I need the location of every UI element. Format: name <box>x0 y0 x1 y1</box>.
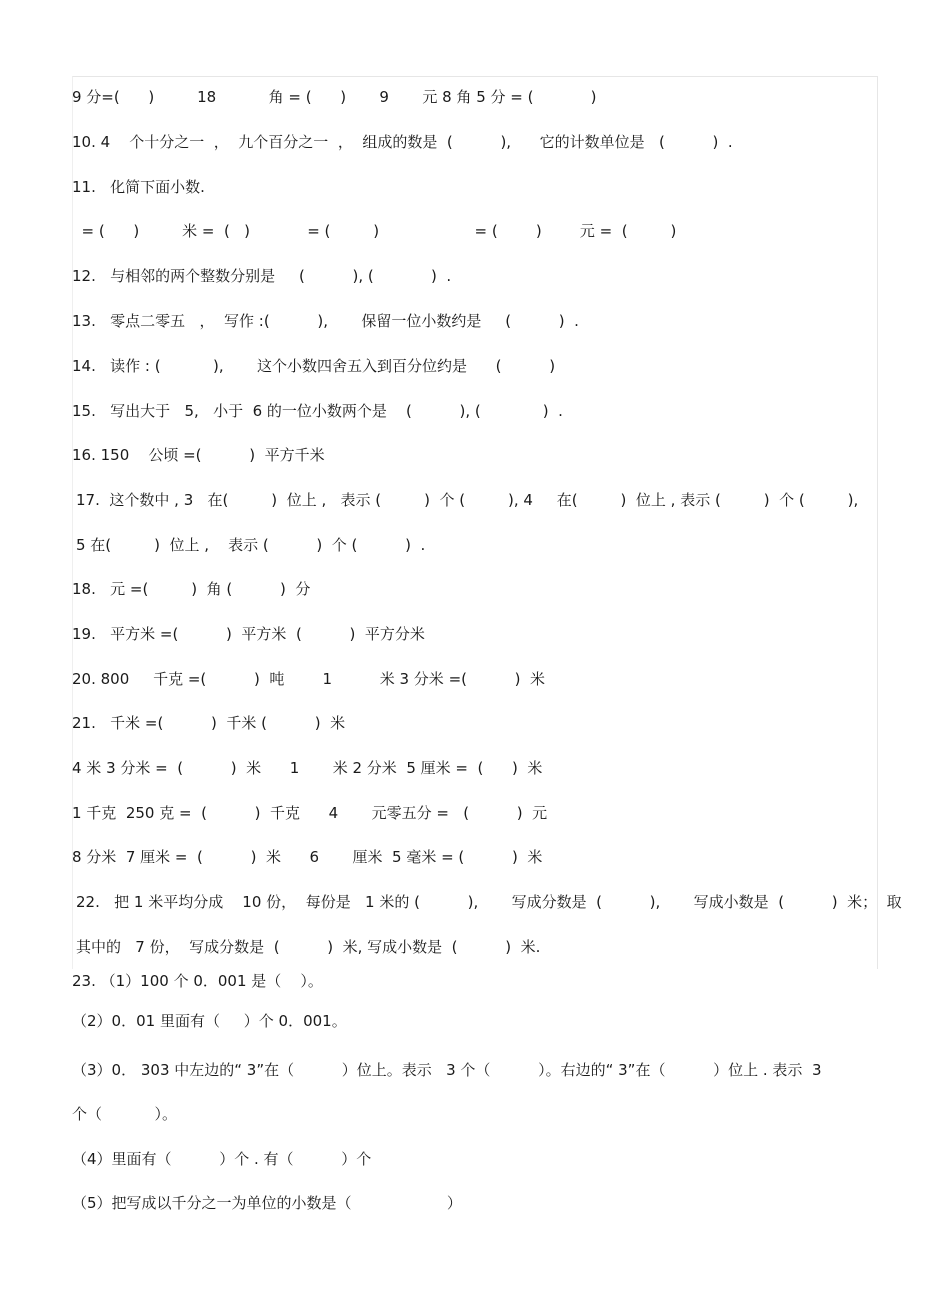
question-19: 19. 平方米 =( ) 平方米 ( ) 平方分米 <box>72 625 425 643</box>
question-11: 11. 化简下面小数. <box>72 178 205 196</box>
question-17: 17. 这个数中 , 3 在( ) 位上 , 表示 ( ) 个 ( ), 4 在( ) 位上 , 表示 ( ) 个 ( ), <box>76 491 859 509</box>
question-14: 14. 读作 : ( ), 这个小数四舍五入到百分位约是 ( ) <box>72 357 556 375</box>
question-12: 12. 与相邻的两个整数分别是 ( ), ( ) . <box>72 267 452 285</box>
question-20: 20. 800 千克 =( ) 吨 1 米 3 分米 =( ) 米 <box>72 670 546 688</box>
question-17-cont: 5 在( ) 位上 , 表示 ( ) 个 ( ) . <box>76 536 426 554</box>
question-23-part5: （5）把写成以千分之一为单位的小数是（ ） <box>72 1194 462 1212</box>
question-23-part3: （3）0． 303 中左边的“ 3”在（ ）位上。表示 3 个（ ）。右边的“ 3”在（ ）位上 . 表示 3 <box>72 1061 822 1079</box>
question-23-part2: （2）0．01 里面有（ ）个 0．001。 <box>72 1012 347 1030</box>
question-11-blanks: = ( ) 米 = ( ) = ( ) = ( ) 元 = ( ) <box>72 222 677 240</box>
question-21-line3: 1 千克 250 克 = ( ) 千克 4 元零五分 = ( ) 元 <box>72 804 548 822</box>
question-16: 16. 150 公顷 =( ) 平方千米 <box>72 446 325 464</box>
question-15: 15. 写出大于 5, 小于 6 的一位小数两个是 ( ), ( ) . <box>72 402 563 420</box>
question-23-part1: 23. （1）100 个 0．001 是（ ）。 <box>72 972 323 990</box>
question-23-part3-cont: 个（ ）。 <box>72 1105 177 1123</box>
question-21-line4: 8 分米 7 厘米 = ( ) 米 6 厘米 5 毫米 = ( ) 米 <box>72 848 543 866</box>
question-22: 22. 把 1 米平均分成 10 份， 每份是 1 米的 ( ), 写成分数是 ( ), 写成小数是 ( ) 米； 取 <box>76 893 902 911</box>
question-10: 10. 4 个十分之一 ， 九个百分之一 ， 组成的数是 ( ), 它的计数单位是 ( ) . <box>72 133 733 151</box>
question-22-cont: 其中的 7 份， 写成分数是 ( ) 米, 写成小数是 ( ) 米. <box>76 938 541 956</box>
question-23-part4: （4）里面有（ ）个 . 有（ ）个 <box>72 1150 372 1168</box>
question-13: 13. 零点二零五 ， 写作 :( ), 保留一位小数约是 ( ) . <box>72 312 579 330</box>
question-9: 9 分=( ) 18 角 = ( ) 9 元 8 角 5 分 = ( ) <box>72 88 597 106</box>
worksheet-frame <box>72 76 878 969</box>
question-21: 21. 千米 =( ) 千米 ( ) 米 <box>72 714 346 732</box>
question-18: 18. 元 =( ) 角 ( ) 分 <box>72 580 311 598</box>
question-21-line2: 4 米 3 分米 = ( ) 米 1 米 2 分米 5 厘米 = ( ) 米 <box>72 759 543 777</box>
